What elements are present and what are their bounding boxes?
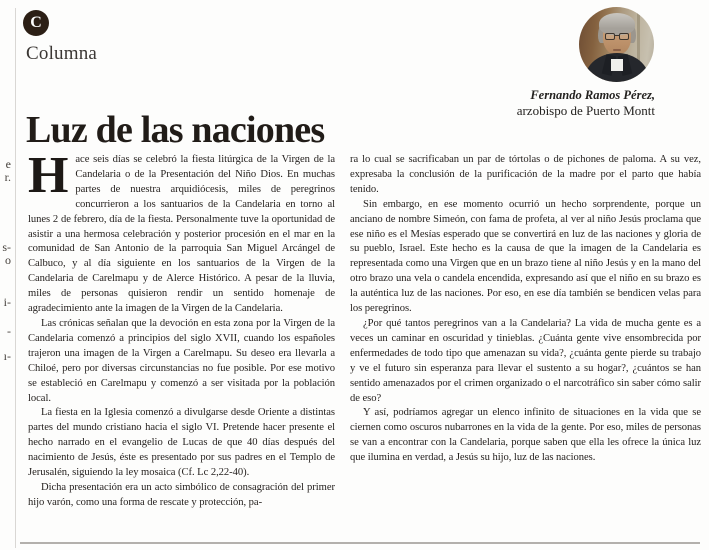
article-column-right xyxy=(350,153,701,538)
edge-text-fragment: e xyxy=(5,157,11,171)
article-paragraph: Y así, podríamos agregar un elenco infinito de situaciones en la vida que se ciernen como oscuros nubarrones en la vida de la gente. Por eso, miles de personas se van a encontrar con la Candelaria, porque saben que ella les ofrece la única luz que ilumina en verdad, a Jesús su hijo, luz de las naciones. xyxy=(350,407,701,464)
edge-text-fragment: o xyxy=(5,253,11,267)
section-badge-letter: C xyxy=(30,14,42,31)
author-role: arzobispo de Puerto Montt xyxy=(516,103,655,118)
mouth-shape xyxy=(613,49,621,51)
article-body xyxy=(28,153,701,538)
drop-cap: H xyxy=(28,153,69,204)
hair-icon xyxy=(599,13,635,35)
author-name: Fernando Ramos Pérez, xyxy=(530,88,655,102)
clerical-collar xyxy=(611,59,623,71)
edge-text-fragment: - xyxy=(7,324,11,338)
bottom-divider xyxy=(20,542,700,544)
glasses-lens xyxy=(605,33,615,40)
article-title: Luz de las naciones xyxy=(26,109,325,151)
article-paragraph: Hace seis días se celebró la fiesta litúrgica de la Virgen de la Candelaria o de la Presentación del Niño Dios. En muchas partes de nuestra arquidiócesis, miles de peregrinos concurrieron a los santuarios de la Candelaria en torno al lunes 2 de febrero, día de la fiesta. Personalmente tuve la oportunidad de asistir a una hermosa celebración y posterior procesión en el mar en la comunidad de San Antonio de la parroquia San Miguel Arcángel de Calbuco, y al día siguiente en los santuarios de la Virgen de la Candelaria de Carelmapu y de Alerce Histórico. A pesar de la lluvia, miles de personas quisieron rendir un sentido homenaje de agradecimiento ante la imagen de la Virgen de la Candelaria. xyxy=(28,153,335,315)
article-paragraph: La fiesta en la Iglesia comenzó a divulgarse desde Oriente a distintas partes del mundo cristiano hacia el siglo VI. Pretende hacer presente el hecho narrado en el evangelio de Lucas de que 40 días después del nacimiento de Jesús, éste es presentado por sus padres en el Templo de Jerusalén, siguiendo la ley mosaica (Cf. Lc 2,22-40). xyxy=(28,407,335,479)
article-paragraph: ¿Por qué tantos peregrinos van a la Candelaria? La vida de mucha gente es a veces un caminar en oscuridad y tinieblas. ¿Cuánta gente vive ensombrecida por enfermedades de todo tipo que amenazan su vida?, ¿cuánta gente pierde su trabajo y ve el futuro sin esperanza para llevar el sustento a su hogar?, ¿cuántos se han sentido amenazados por el crimen organizado o el narcotráfico sin saber cómo salir de eso? xyxy=(350,317,701,404)
edge-text-fragment: ı- xyxy=(3,349,11,363)
article-paragraph: ra lo cual se sacrificaban un par de tórtolas o de pichones de paloma. A su vez, expresaba la conclusión de la purificación de la madre por el parto que había tenido. xyxy=(350,154,701,195)
left-edge-rule xyxy=(15,8,16,548)
article-paragraph: Las crónicas señalan que la devoción en esta zona por la Virgen de la Candelaria comenzó a principios del siglo XVII, cuando los españoles trajeron una imagen de la Virgen a Carelmapu. Su deseo era llevarla a Chiloé, pero por diversas circunstancias no fue posible. Por ese motivo se estableció en Carelmapu y comenzó a ser visitada por la población local. xyxy=(28,317,335,404)
section-badge xyxy=(23,10,49,36)
edge-text-fragment: s- xyxy=(2,240,11,254)
glasses-icon xyxy=(604,33,630,41)
section-label: Columna xyxy=(26,43,98,64)
article-column-left xyxy=(28,153,335,538)
edge-text-fragment: r. xyxy=(4,170,11,184)
edge-text-fragment: i- xyxy=(3,295,11,309)
article-paragraph: Dicha presentación era un acto simbólico de consagración del primer hijo varón, como una forma de rescate y protección, pa- xyxy=(28,481,335,508)
glasses-lens xyxy=(619,33,629,40)
author-caption xyxy=(440,88,655,118)
author-photo xyxy=(579,7,654,82)
article-paragraph: Sin embargo, en ese momento ocurrió un hecho sorprendente, porque un anciano de nombre Simeón, con fama de profeta, al ver al niño Jesús proclama que ese niño es el Mesías esperado que se convertirá en luz de las naciones y gloria de su pueblo, Israel. Este hecho es la causa de que la imagen de la Candelaria es representada como una Virgen que en un brazo tiene al niño Jesús y en la mano del otro brazo una vela o candela encendida, expresando así que el niño en su brazo es la auténtica luz de las naciones. Por eso, en ese día también se bendicen velas para los peregrinos. xyxy=(350,198,701,315)
